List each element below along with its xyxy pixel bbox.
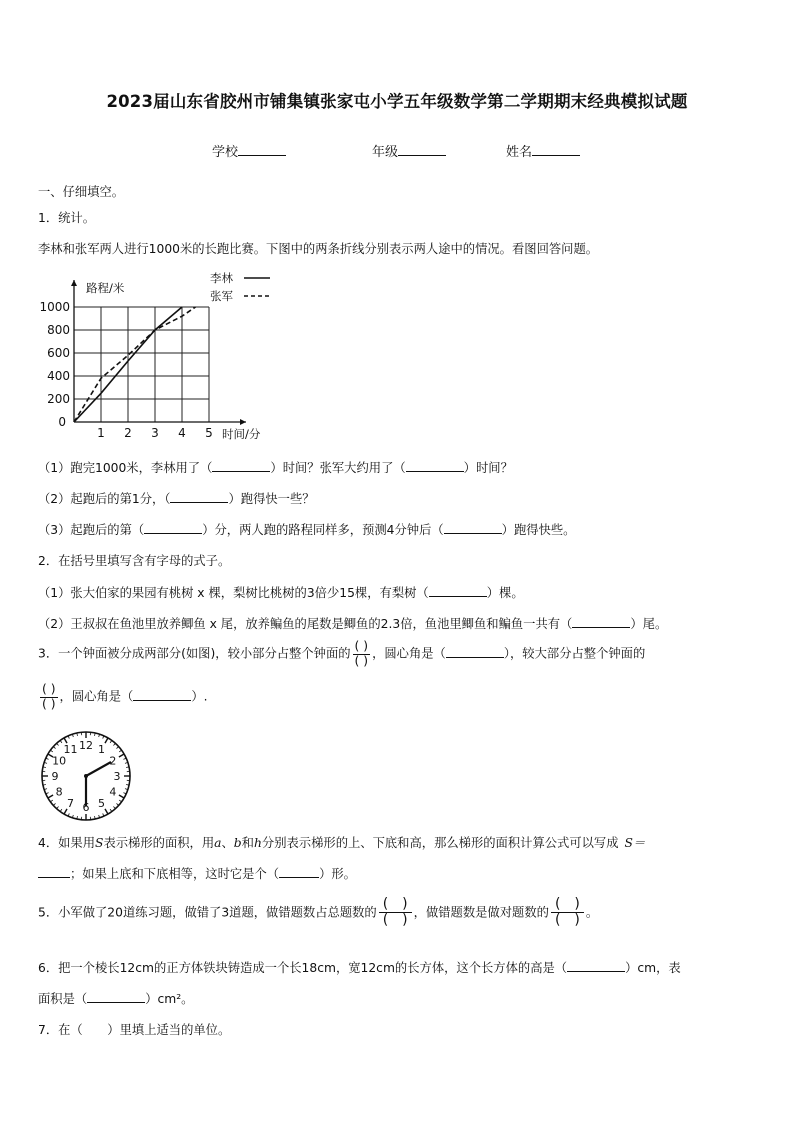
clock-tick [50, 750, 52, 752]
clock-tick [119, 800, 121, 802]
q1-sub1: （1）跑完1000米，李林用了（ ）时间？张军大约用了（ ）时间？ [38, 461, 513, 475]
origin-label: 0 [58, 415, 66, 429]
clock-tick [57, 743, 59, 745]
clock-tick [110, 740, 112, 742]
fraction-blank[interactable]: $\frac{( )}{( )}$ [354, 639, 369, 668]
q6-line2: 面积是（ ）cm²。 [38, 992, 194, 1006]
chart-grid [74, 307, 209, 422]
clock-number: 2 [109, 754, 117, 768]
clock-tick [60, 740, 62, 742]
fraction-blank[interactable]: $\frac{( )}{( )}$ [379, 897, 412, 929]
clock-tick [60, 809, 62, 811]
chart-labels [39, 281, 260, 441]
clock-number: 1 [98, 743, 105, 757]
clock-tick [110, 809, 112, 811]
clock-hand [86, 762, 111, 776]
legend-label: 张军 [210, 289, 233, 303]
answer-blank[interactable] [444, 521, 502, 534]
section-heading: 一、仔细填空。 [38, 185, 125, 199]
y-tick-label: 800 [47, 323, 70, 337]
clock-tick [119, 750, 121, 752]
q4-line1: 4．如果用S表示梯形的面积，用a、b和h分别表示梯形的上、下底和高，那么梯形的面积计算公式可以写成 S＝ [38, 836, 646, 850]
legend-label: 李林 [210, 271, 233, 285]
clock-number: 9 [51, 770, 59, 783]
clock-number: 5 [98, 796, 105, 810]
answer-blank[interactable] [429, 584, 487, 597]
name-field[interactable]: 姓名 [506, 141, 580, 160]
clock-tick [50, 800, 52, 802]
q1-sub2: （2）起跑后的第1分，（ ）跑得快一些？ [38, 492, 315, 506]
x-tick-label: 5 [205, 426, 213, 440]
x-tick-label: 2 [124, 426, 132, 440]
q6-line1: 6．把一个棱长12cm的正方体铁块铸造成一个长18cm，宽12cm的长方体，这个长方体的高是（ ）cm，表 [38, 961, 681, 975]
answer-blank[interactable] [212, 459, 270, 472]
q3-line2: $\frac{( )}{( )}$ ，圆心角是（ ）. [42, 682, 208, 711]
clock-tick [53, 803, 55, 805]
answer-blank[interactable] [133, 688, 191, 701]
clock-number: 7 [67, 796, 74, 810]
fraction-blank[interactable]: $\frac{( )}{( )}$ [551, 897, 584, 929]
answer-blank[interactable] [170, 490, 228, 503]
school-field[interactable]: 学校 [212, 141, 286, 160]
clock-tick [105, 809, 108, 814]
clock-center [84, 774, 88, 778]
q3-line1: 3．一个钟面被分成两部分(如图)，较小部分占整个钟面的 $\frac{( )}{( )}$ ，圆心角是（ ），较大部分占整个钟面的 [38, 639, 646, 668]
grade-field[interactable]: 年级 [372, 141, 446, 160]
x-axis-arrow [240, 419, 246, 425]
q1-intro: 李林和张军两人进行1000米的长跑比赛。下图中的两条折线分别表示两人途中的情况。看图回答问题。 [38, 242, 599, 256]
answer-blank[interactable] [446, 645, 504, 658]
q2-sub1: （1）张大伯家的果园有桃树 x 棵，梨树比桃树的3倍少15棵，有梨树（ ）棵。 [38, 586, 524, 600]
q4-line2: ；如果上底和下底相等，这时它是个（ ）形。 [38, 864, 356, 882]
clock-tick [48, 795, 53, 798]
clock-number: 4 [109, 785, 117, 799]
clock-number: 8 [55, 785, 63, 799]
y-tick-label: 1000 [39, 300, 70, 314]
line-chart [36, 266, 286, 446]
q7-line: 7．在（ ）里填上适当的单位。 [38, 1023, 231, 1037]
clock-number: 10 [52, 754, 67, 768]
q2-label: 2．在括号里填写含有字母的式子。 [38, 554, 231, 568]
chart-legend [210, 271, 270, 303]
clock-number: 12 [79, 739, 93, 752]
y-tick-label: 400 [47, 369, 70, 383]
clock-number: 3 [113, 770, 121, 783]
clock-tick [119, 754, 124, 757]
fraction-blank[interactable]: $\frac{( )}{( )}$ [42, 682, 56, 711]
clock-face [40, 730, 132, 822]
q1-label: 1．统计。 [38, 211, 96, 225]
series-line [74, 307, 196, 422]
y-axis-arrow [71, 280, 77, 286]
clock-tick [105, 738, 108, 743]
page-title: 2023届山东省胶州市铺集镇张家屯小学五年级数学第二学期期末经典模拟试题 [106, 92, 688, 111]
answer-blank[interactable] [87, 990, 145, 1003]
clock-tick [116, 747, 118, 749]
answer-blank[interactable] [144, 521, 202, 534]
clock-tick [116, 803, 118, 805]
q1-sub3: （3）起跑后的第（ ）分，两人跑的路程同样多，预测4分钟后（ ）跑得快些。 [38, 523, 576, 537]
clock-number: 11 [63, 743, 78, 757]
q2-sub2: （2）王叔叔在鱼池里放养鲫鱼 x 尾，放养鳊鱼的尾数是鲫鱼的2.3倍，鱼池里鲫鱼和鳊鱼一共有（ ）尾。 [38, 617, 668, 631]
clock-tick [53, 747, 55, 749]
y-axis-label: 路程/米 [86, 281, 125, 295]
clock-tick [119, 795, 124, 798]
clock-tick [57, 806, 59, 808]
answer-blank[interactable] [38, 865, 70, 878]
chart-series [74, 307, 196, 422]
x-tick-label: 1 [97, 426, 105, 440]
y-tick-label: 200 [47, 392, 70, 406]
x-axis-label: 时间/分 [222, 427, 261, 441]
answer-blank[interactable] [406, 459, 464, 472]
q5-line: 5．小军做了20道练习题，做错了3道题，做错题数占总题数的 $\frac{( )}{( )}$ ，做错题数是做对题数的 $\frac{( )}{( )}$ 。 [38, 896, 599, 929]
clock-tick [113, 806, 115, 808]
answer-blank[interactable] [279, 865, 319, 878]
answer-blank[interactable] [572, 615, 630, 628]
answer-blank[interactable] [567, 959, 625, 972]
clock-number: 6 [82, 801, 90, 814]
x-tick-label: 3 [151, 426, 159, 440]
clock-tick [113, 743, 115, 745]
y-tick-label: 600 [47, 346, 70, 360]
x-tick-label: 4 [178, 426, 186, 440]
